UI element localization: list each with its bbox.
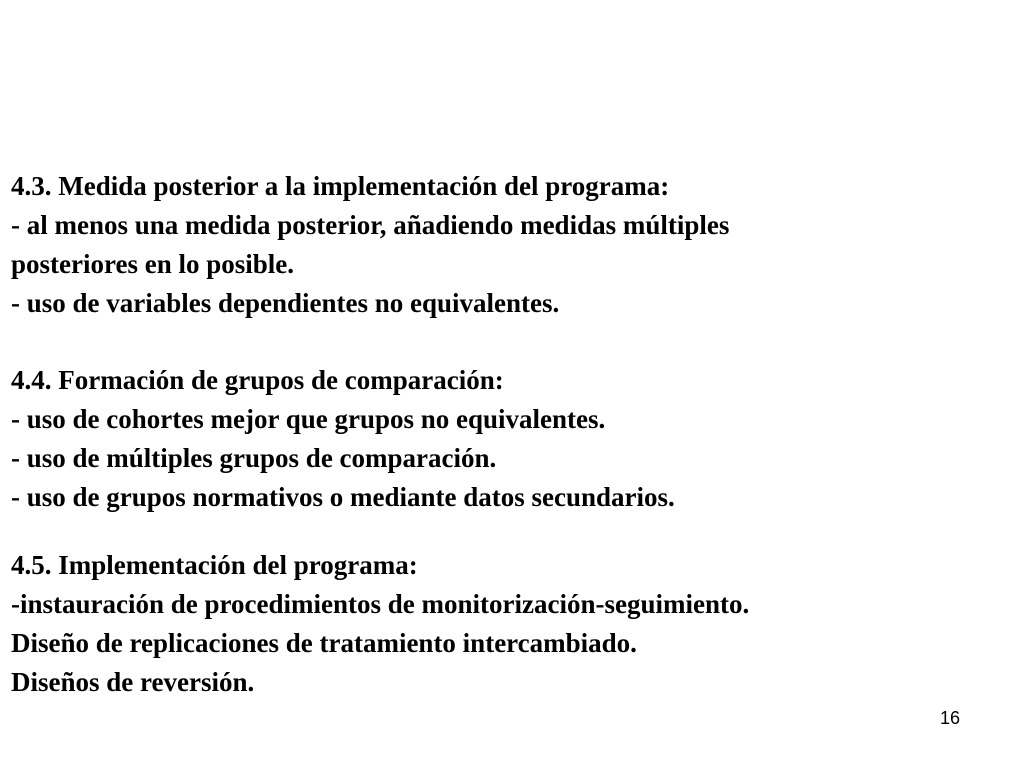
- section-4-5-line-2: Diseño de replicaciones de tratamiento intercambiado.: [11, 628, 637, 658]
- section-4-4-line-1: - uso de cohortes mejor que grupos no equivalentes.: [11, 404, 606, 434]
- section-4-3-line-1: - al menos una medida posterior, añadiendo medidas múltiples: [11, 210, 730, 240]
- section-4-4-line-3: - uso de grupos normativos o mediante datos secundarios.: [11, 482, 675, 512]
- section-4-5-line-3: Diseños de reversión.: [11, 667, 255, 697]
- section-4-5-line-1: -instauración de procedimientos de monitorización-seguimiento.: [11, 589, 750, 619]
- page-number: 16: [940, 708, 961, 728]
- section-4-5-heading: 4.5. Implementación del programa:: [11, 550, 418, 580]
- section-4-3-line-3: - uso de variables dependientes no equivalentes.: [11, 288, 560, 318]
- section-4-4-heading: 4.4. Formación de grupos de comparación:: [11, 365, 504, 395]
- section-4-3-line-2: posteriores en lo posible.: [11, 249, 294, 279]
- section-4-3-heading: 4.3. Medida posterior a la implementación del programa:: [11, 171, 670, 201]
- section-4-4-line-2: - uso de múltiples grupos de comparación.: [11, 443, 497, 473]
